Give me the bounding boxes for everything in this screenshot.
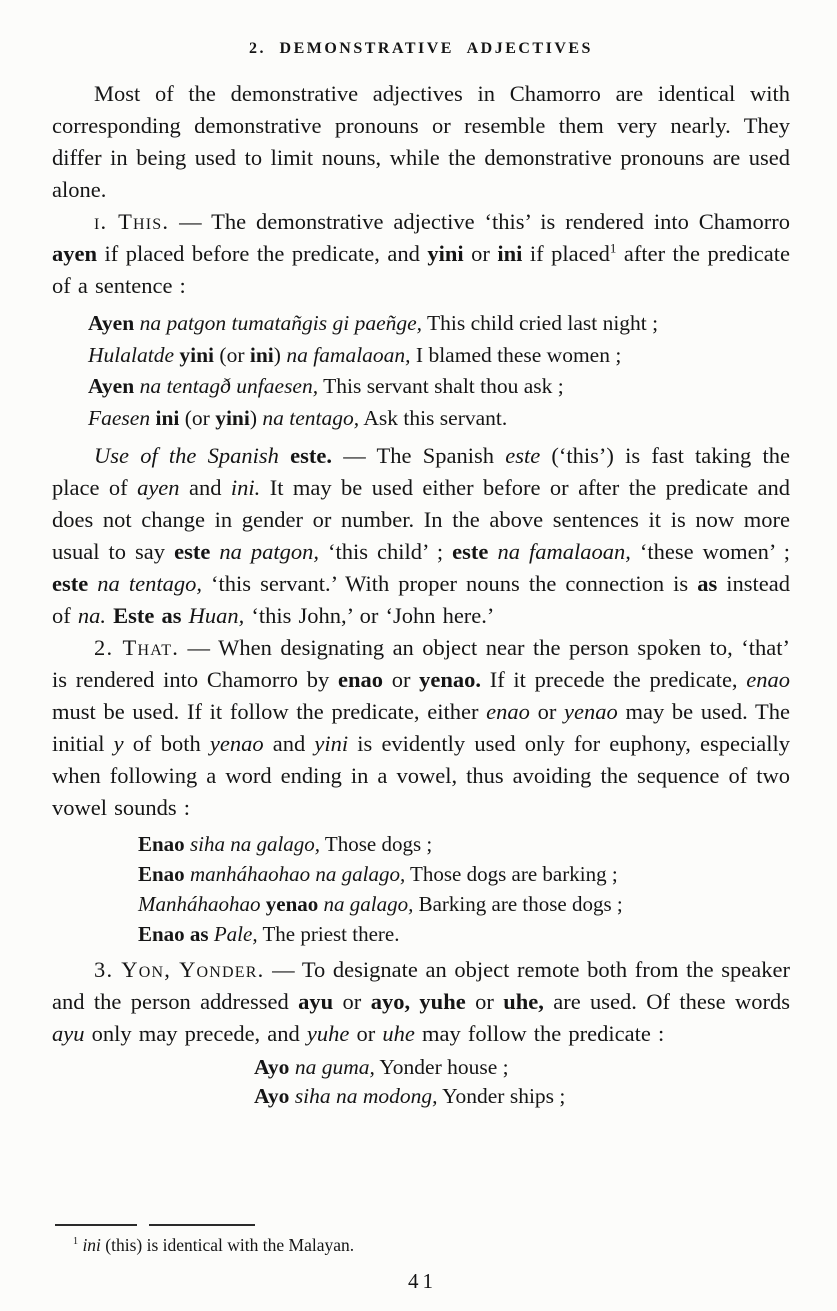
footnote-text: $^1$ ini (this) is identical with the Malayan. [73, 1235, 355, 1255]
example-block [88, 308, 790, 434]
paragraph: i. This. — The demonstrative adjective ‘this’ is rendered into Chamorro ayen if placed before the predicate, and yini or ini if placed$^1$ after the predicate of a sentence : [52, 209, 790, 298]
example-line: Enao as Pale, The priest there. [138, 922, 400, 946]
example-block [254, 1053, 790, 1111]
example-line: Enao siha na galago, Those dogs ; [138, 832, 433, 856]
paragraph: 2. That. — When designating an object near the person spoken to, ‘that’ is rendered into Chamorro by enao or yenao. If it precede the predicate, enao must be used. If it follow the predicate, either enao or yenao may be used. The initial y of both yenao and yini is evidently used only for euphony, especially when following a word ending in a vowel, thus avoiding the sequence of two vowel sounds : [52, 635, 791, 820]
example-block [138, 829, 790, 949]
footnote-rule [55, 1224, 790, 1226]
example-line: Ayen na patgon tumatañgis gi paeñge, This child cried last night ; [88, 311, 659, 335]
example-line: Enao manháhaohao na galago, Those dogs are barking ; [138, 862, 618, 886]
page-number: 41 [408, 1269, 437, 1293]
section-heading: 2. DEMONSTRATIVE ADJECTIVES [249, 40, 593, 57]
example-line: Ayen na tentagð unfaesen, This servant shalt thou ask ; [88, 374, 564, 398]
footnote-rule-segment [55, 1224, 137, 1226]
example-line: Ayo na guma, Yonder house ; [254, 1055, 509, 1079]
paragraph: Most of the demonstrative adjectives in Chamorro are identical with corresponding demonstrative pronouns or resemble them very nearly. They differ in being used to limit nouns, while the demonstrative pronouns are used alone. [52, 81, 790, 202]
paragraph: 3. Yon, Yonder. — To designate an object remote both from the speaker and the person addressed ayu or ayo, yuhe or uhe, are used. Of these words ayu only may precede, and yuhe or uhe may follow the predicate : [52, 957, 791, 1046]
paragraph: Use of the Spanish este. — The Spanish este (‘this’) is fast taking the place of ayen and ini. It may be used either before or after the predicate and does not change in gender or number. In the above sentences it is now more usual to say este na patgon, ‘this child’ ; este na famalaoan, ‘these women’ ; este na tentago, ‘this servant.’ With proper nouns the connection is as instead of na. Este as Huan, ‘this John,’ or ‘John here.’ [52, 443, 791, 628]
example-line: Manháhaohao yenao na galago, Barking are those dogs ; [138, 892, 623, 916]
page-body [52, 78, 790, 1111]
example-line: Hulalatde yini (or ini) na famalaoan, I blamed these women ; [88, 342, 622, 367]
example-line: Faesen ini (or yini) na tentago, Ask this servant. [88, 405, 508, 430]
example-line: Ayo siha na modong, Yonder ships ; [254, 1084, 566, 1108]
footnote-rule-segment [149, 1224, 255, 1226]
page-footer [55, 1224, 790, 1294]
